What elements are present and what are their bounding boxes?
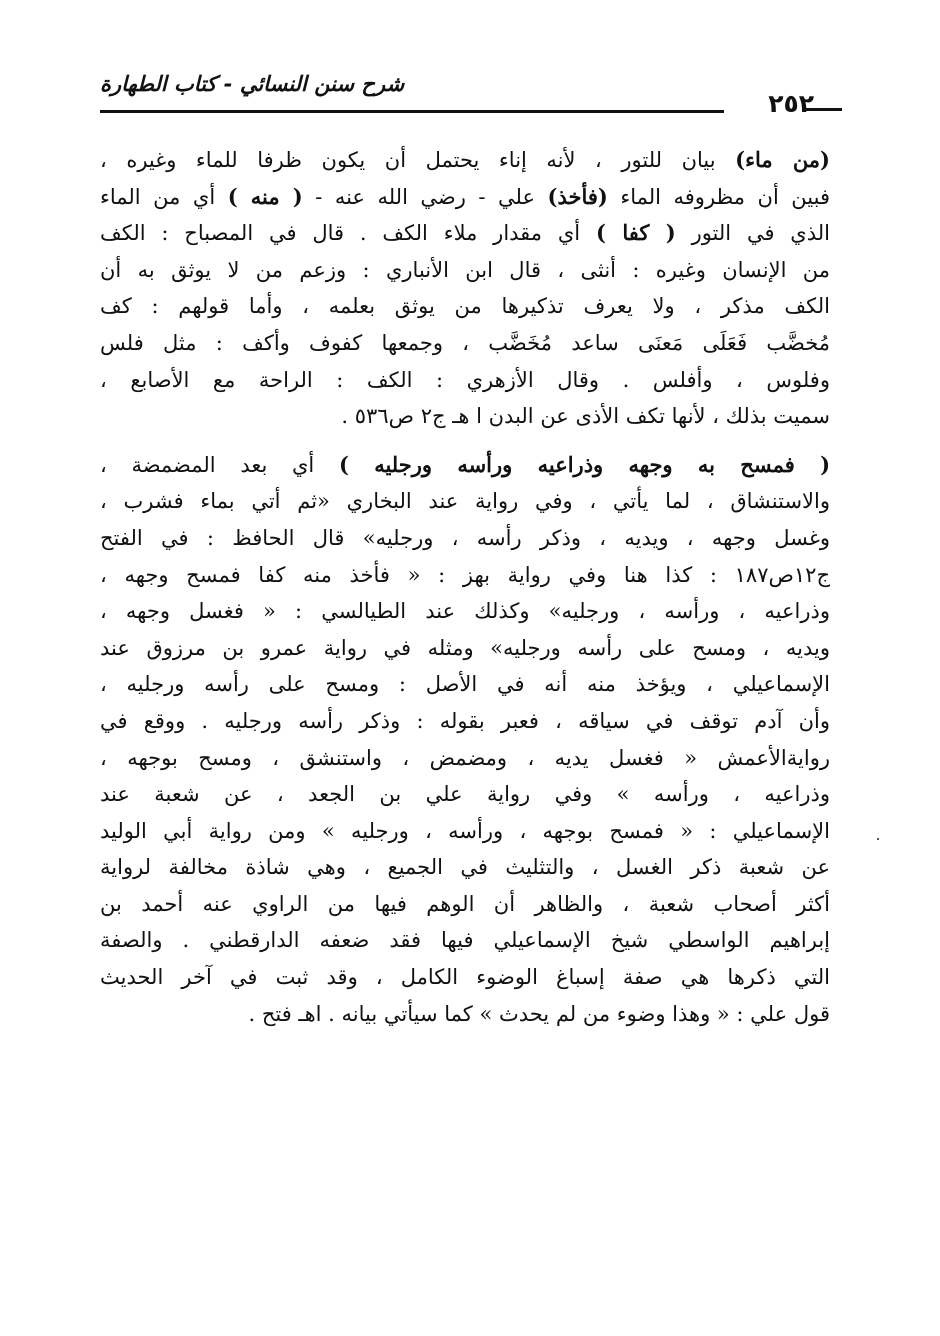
text-line — [100, 520, 830, 557]
text-line — [100, 740, 830, 777]
text-line — [100, 630, 830, 667]
commentary-text: الكف مذكر ، ولا يعرف تذكيرها من يوثق بعلمه ، وأما قولهم : كف — [100, 294, 830, 319]
commentary-text: إبراهيم الواسطي شيخ الإسماعيلي فيها فقد ضعفه الدارقطني . والصفة — [100, 928, 830, 953]
matn-quote: (فأخذ) — [547, 183, 608, 209]
text-line — [100, 288, 830, 325]
commentary-text: عن شعبة ذكر الغسل ، والتثليث في الجميع ، وهي شاذة مخالفة لرواية — [100, 855, 830, 880]
commentary-text: فبين أن مظروفه الماء — [607, 184, 830, 209]
commentary-text: أي بعد المضمضة ، — [100, 452, 339, 477]
text-line — [100, 886, 830, 923]
text-line — [100, 362, 830, 399]
commentary-text: الإسماعيلي ، ويؤخذ منه أنه في الأصل : ومسح على رأسه ورجليه ، — [100, 672, 830, 697]
page-number: ٢٥٢ — [768, 89, 814, 118]
commentary-text: قول علي : « وهذا وضوء من لم يحدث » كما سيأتي بيانه . اهـ فتح . — [248, 1001, 830, 1026]
text-line — [100, 703, 830, 740]
matn-quote: ( منه ) — [227, 183, 303, 209]
commentary-text: من الإنسان وغيره : أنثى ، قال ابن الأنباري : وزعم من لا يوثق به أن — [100, 257, 830, 282]
commentary-text: والاستنشاق ، لما يأتي ، وفي رواية عند البخاري «ثم أتي بماء فشرب ، — [100, 489, 830, 514]
commentary-text: الإسماعيلي : « فمسح بوجهه ، ورأسه ، ورجليه » ومن رواية أبي الوليد — [100, 818, 830, 843]
commentary-text: وفلوس ، وأفلس . وقال الأزهري : الكف : الراحة مع الأصابع ، — [100, 367, 830, 392]
page-number-dash — [806, 108, 842, 111]
commentary-text: روايةالأعمش « فغسل يديه ، ومضمض ، واستنشق ، ومسح بوجهه ، — [100, 745, 830, 770]
body-text — [100, 142, 830, 1032]
commentary-text: مُخضَّب فَعَلَى مَعنَى ساعد مُخَضَّب ، وجمعها كفوف وأكف : مثل فلس — [100, 330, 830, 355]
matn-quote: ( فمسح به وجهه وذراعيه ورأسه ورجليه ) — [338, 451, 831, 477]
text-line — [100, 252, 830, 289]
header-rule — [100, 110, 724, 113]
text-line — [100, 849, 830, 886]
commentary-text: بيان للتور ، لأنه إناء يحتمل أن يكون ظرفا للماء وغيره ، — [100, 148, 736, 172]
paragraph — [100, 447, 830, 1033]
text-line — [100, 325, 830, 362]
text-line — [100, 922, 830, 959]
commentary-text: وأن آدم توقف في سياقه ، فعبر بقوله : وذكر رأسه ورجليه . ووقع في — [100, 708, 830, 733]
text-line — [100, 557, 830, 594]
margin-mark — [877, 838, 879, 840]
book-title: شرح سنن النسائي - كتاب الطهارة — [100, 72, 405, 96]
text-line — [100, 398, 830, 435]
commentary-text: وذراعيه ، ورأسه ، ورجليه» وكذلك عند الطيالسي : « فغسل وجهه ، — [100, 599, 830, 624]
text-line — [100, 483, 830, 520]
paragraph — [100, 142, 830, 435]
text-line — [100, 215, 830, 252]
text-line — [100, 666, 830, 703]
commentary-text: أكثر أصحاب شعبة ، والظاهر أن الوهم فيها من الراوي عنه أحمد بن — [100, 891, 830, 916]
matn-quote: (من ماء) — [735, 147, 830, 172]
commentary-text: أي من الماء — [100, 184, 228, 209]
text-line — [100, 179, 830, 216]
matn-quote: ( كفا ) — [595, 220, 676, 246]
commentary-text: التي ذكرها هي صفة إسباغ الوضوء الكامل ، وقد ثبت في آخر الحديث — [100, 965, 830, 990]
commentary-text: وذراعيه ، ورأسه » وفي رواية علي بن الجعد ، عن شعبة عند — [100, 782, 830, 807]
commentary-text: سميت بذلك ، لأنها تكف الأذى عن البدن ا هـ ج٢ ص٥٣٦ . — [341, 404, 830, 429]
commentary-text: أي مقدار ملاء الكف . قال في المصباح : الكف — [100, 221, 596, 246]
commentary-text: علي - رضي الله عنه - — [302, 184, 548, 209]
commentary-text: الذي في التور — [675, 221, 830, 246]
running-header — [100, 70, 842, 122]
text-line — [100, 996, 830, 1033]
text-line — [100, 593, 830, 630]
text-line — [100, 142, 830, 179]
commentary-text: ج١٢ص١٨٧ : كذا هنا وفي رواية بهز : « فأخذ منه كفا فمسح وجهه ، — [100, 562, 830, 587]
text-line — [100, 959, 830, 996]
commentary-text: ويديه ، ومسح على رأسه ورجليه» ومثله في رواية عمرو بن مرزوق عند — [100, 635, 830, 660]
text-line — [100, 447, 830, 484]
commentary-text: وغسل وجهه ، ويديه ، وذكر رأسه ، ورجليه» قال الحافظ : في الفتح — [100, 525, 830, 550]
text-line — [100, 776, 830, 813]
text-line — [100, 813, 830, 850]
